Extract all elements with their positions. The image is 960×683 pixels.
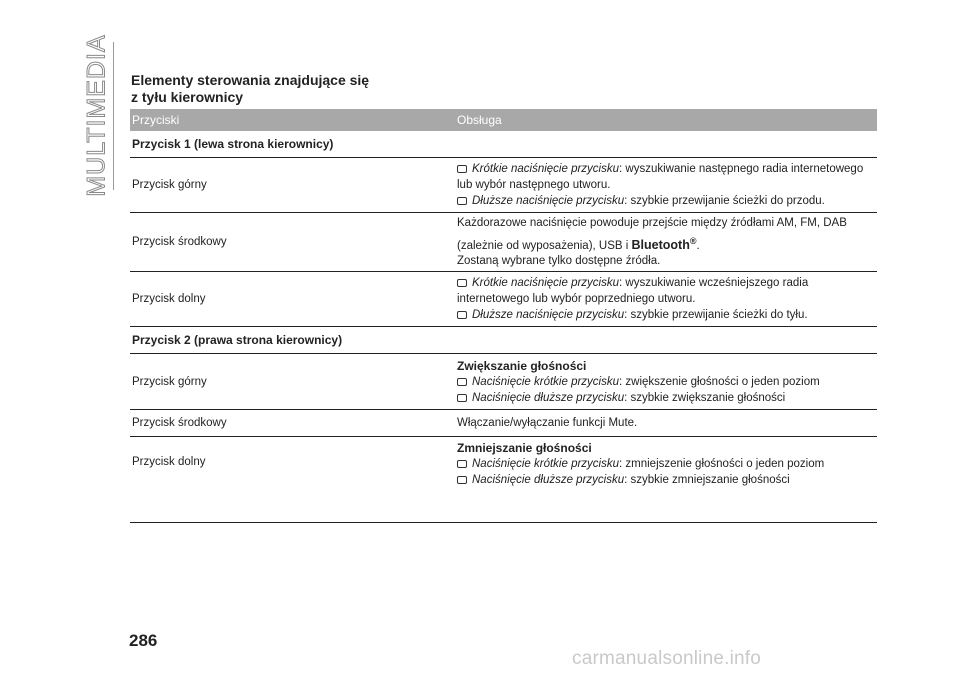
table-row: [130, 213, 877, 272]
short-press-label: Naciśnięcie krótkie przycisku: [472, 375, 619, 388]
operation-text: Każdorazowe naciśnięcie powoduje przejście między źródłami AM, FM, DAB: [457, 216, 847, 229]
long-press-text: : szybkie przewijanie ścieżki do przodu.: [624, 195, 825, 207]
table-row: [130, 354, 877, 410]
bluetooth-label: Bluetooth: [631, 237, 690, 252]
operation-cell: [451, 354, 877, 410]
operation-cell: [451, 213, 877, 272]
long-press-text: : szybkie zwiększanie głośności: [624, 391, 786, 404]
long-press-text: : szybkie przewijanie ścieżki do tyłu.: [624, 309, 808, 321]
header-operation: Obsługa: [451, 109, 877, 131]
button-name: Przycisk środkowy: [130, 213, 451, 272]
group-row-left: [130, 131, 877, 158]
short-press-text: : wyszukiwanie następnego radia internetowego: [619, 163, 864, 175]
button-press-icon: [457, 476, 467, 484]
operation-text: Włączanie/wyłączanie funkcji Mute.: [451, 410, 877, 437]
table-row: [130, 158, 877, 213]
operation-text: Zostaną wybrane tylko dostępne źródła.: [457, 255, 661, 268]
operation-heading: Zwiększanie głośności: [457, 358, 587, 373]
section-divider: [113, 42, 114, 190]
operation-text: (zależnie od wyposażenia), USB i: [457, 239, 629, 252]
button-press-icon: [457, 311, 467, 319]
table-row: [130, 437, 877, 523]
operation-cell: [451, 158, 877, 213]
button-name: Przycisk dolny: [130, 437, 451, 523]
button-press-icon: [457, 378, 467, 386]
button-name: Przycisk górny: [130, 354, 451, 410]
table-row: [130, 410, 877, 437]
button-press-icon: [457, 460, 467, 468]
button-press-icon: [457, 165, 467, 173]
short-press-text: : wyszukiwanie wcześniejszego radia: [619, 277, 809, 289]
operation-text: .: [696, 239, 700, 252]
short-press-text: : zmniejszenie głośności o jeden poziom: [619, 458, 825, 470]
operation-text: internetowego lub wybór poprzedniego utworu.: [457, 293, 696, 305]
long-press-text: : szybkie zmniejszanie głośności: [624, 474, 790, 486]
button-name: Przycisk dolny: [130, 272, 451, 327]
section-label-text: MULTIMEDIA: [82, 33, 111, 197]
operation-cell: [451, 437, 877, 523]
group-title-right: Przycisk 2 (prawa strona kierownicy): [130, 327, 877, 354]
button-press-icon: [457, 394, 467, 402]
section-label: [82, 33, 111, 197]
short-press-label: Krótkie naciśnięcie przycisku: [472, 163, 620, 175]
button-name: Przycisk górny: [130, 158, 451, 213]
table-row: [130, 272, 877, 327]
header-buttons: Przyciski: [130, 109, 451, 131]
watermark: carmanualsonline.info: [572, 648, 762, 669]
title-line-2: z tyłu kierownicy: [131, 89, 244, 105]
controls-table: [130, 109, 877, 523]
button-name: Przycisk środkowy: [130, 410, 451, 437]
long-press-label: Dłuższe naciśnięcie przycisku: [472, 195, 625, 207]
long-press-label: Naciśnięcie dłuższe przycisku: [472, 474, 625, 486]
title-line-1: Elementy sterowania znajdujące się: [131, 72, 370, 88]
registered-mark: ®: [689, 235, 697, 246]
short-press-text: : zwiększenie głośności o jeden poziom: [619, 375, 820, 388]
group-title-left: Przycisk 1 (lewa strona kierownicy): [130, 131, 877, 158]
long-press-label: Naciśnięcie dłuższe przycisku: [472, 391, 625, 404]
page-title: [131, 72, 369, 106]
button-press-icon: [457, 279, 467, 287]
operation-cell: [451, 272, 877, 327]
operation-heading: Zmniejszanie głośności: [457, 441, 592, 455]
short-press-label: Naciśnięcie krótkie przycisku: [472, 458, 619, 470]
short-press-label: Krótkie naciśnięcie przycisku: [472, 277, 620, 289]
table-header-row: [130, 109, 877, 131]
page-number: 286: [129, 631, 158, 650]
group-row-right: [130, 327, 877, 354]
button-press-icon: [457, 197, 467, 205]
long-press-label: Dłuższe naciśnięcie przycisku: [472, 309, 625, 321]
operation-text: lub wybór następnego utworu.: [457, 179, 611, 191]
